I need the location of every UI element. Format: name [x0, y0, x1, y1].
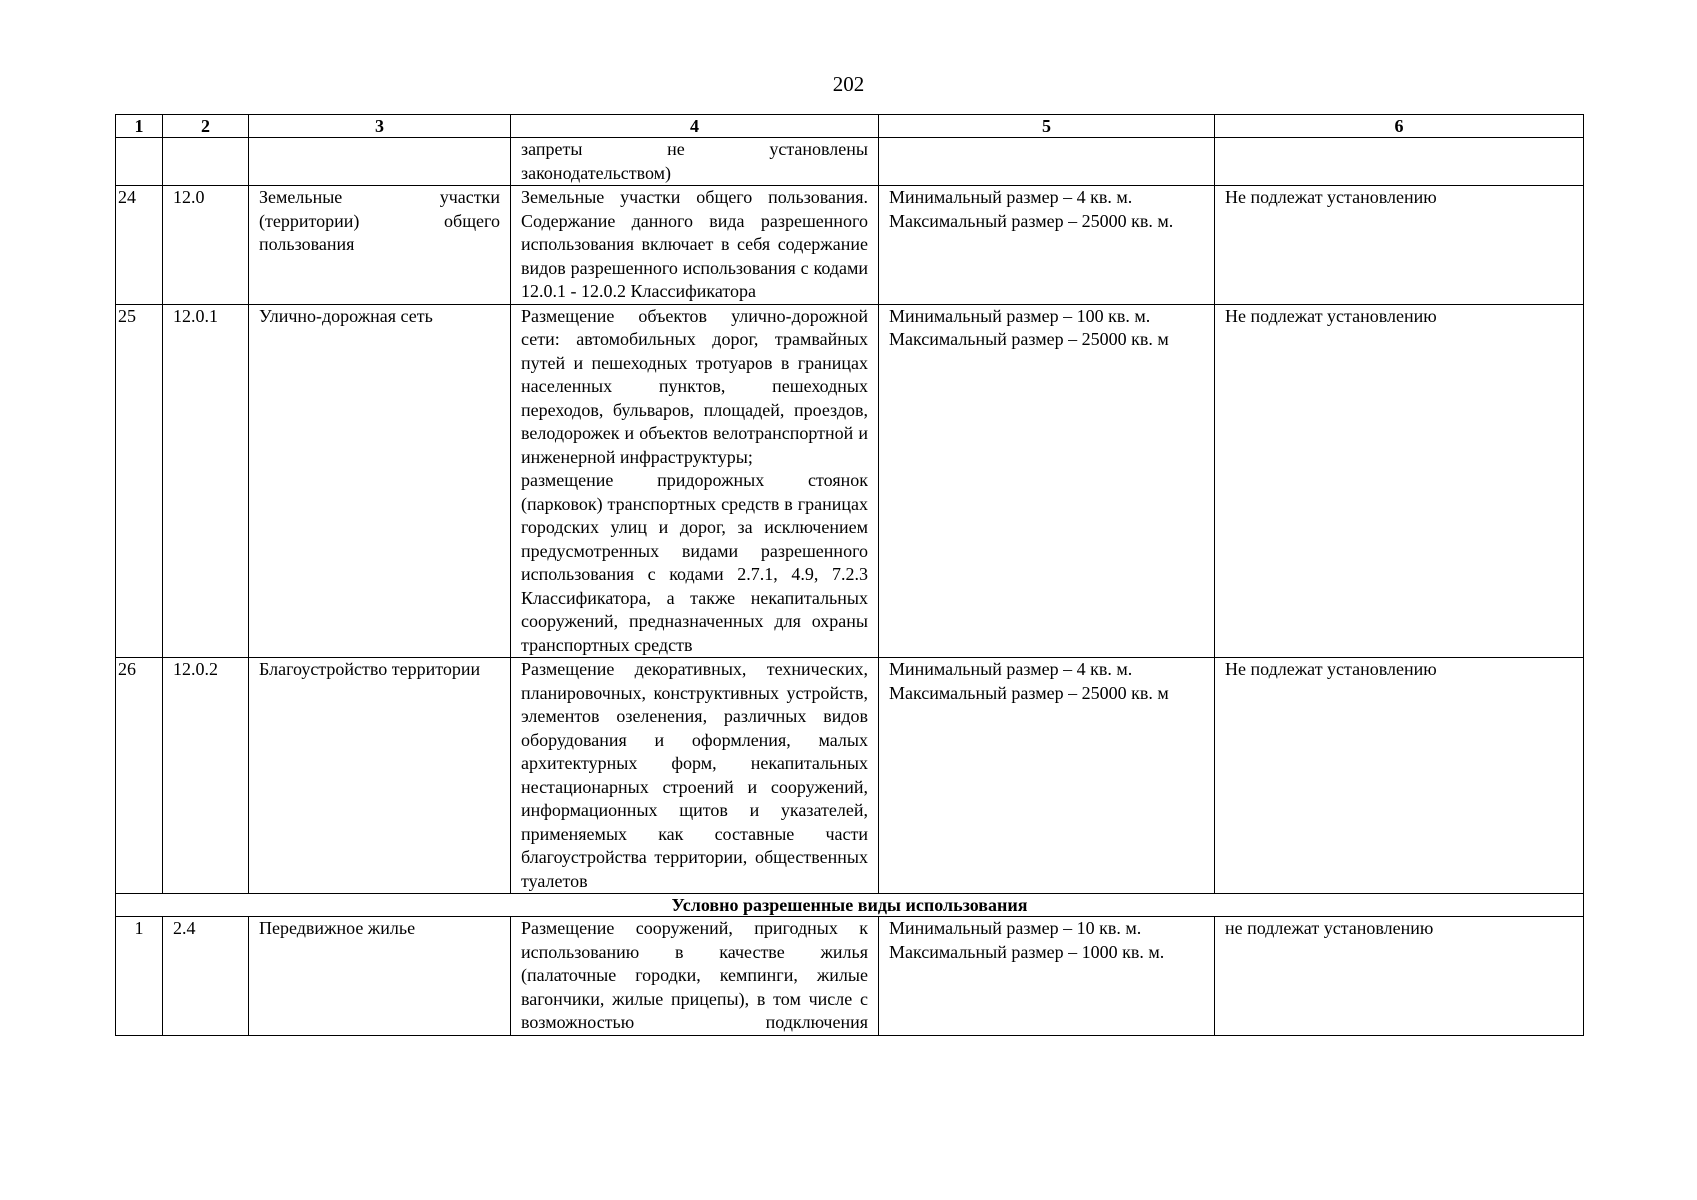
column-header: 5 [879, 115, 1215, 138]
min-size: Минимальный размер – 10 кв. м. [889, 918, 1142, 938]
table-row [116, 138, 1584, 186]
description-line: законодательством) [521, 162, 672, 183]
description-paragraph: Земельные участки общего пользования. Содержание данного вида разрешенного использования включает в себя содержание видов разрешенного использования с кодами 12.0.1 - 12.0.2 Классификатора [521, 187, 868, 301]
row-limits: Не подлежат установлению [1215, 186, 1584, 305]
description-paragraph: Размещение сооружений, пригодных к использованию в качестве жилья (палаточные городки, кемпинги, жилые вагончики, жилые прицепы), в том числе с возможностью подключения [521, 918, 868, 1032]
row-description [511, 658, 879, 894]
column-header: 2 [163, 115, 249, 138]
row-code: 12.0.1 [163, 304, 249, 658]
section-title: Условно разрешенные виды использования [116, 894, 1584, 917]
row-limits: Не подлежат установлению [1215, 658, 1584, 894]
row-sizes [879, 658, 1215, 894]
row-limits [1215, 138, 1584, 186]
row-sizes [879, 304, 1215, 658]
description-paragraph: Размещение декоративных, технических, планировочных, конструктивных устройств, элементов озеленения, различных видов оборудования и оформления, малых архитектурных форм, некапитальных нестационарных строений и сооружений, информационных щитов и указателей, применяемых как составные части благоустройства территории, общественных туалетов [521, 659, 868, 891]
column-header: 1 [116, 115, 163, 138]
description-paragraph: размещение придорожных стоянок (парковок) транспортных средств в границах городских улиц и дорог, за исключением предусмотренных видами разрешенного использования с кодами 2.7.1, 4.9, 7.2.3 Классификатора, а также некапитальных сооружений, предназначенных для охраны транспортных средств [521, 470, 868, 655]
row-number: 1 [116, 917, 163, 1036]
row-number: 25 [116, 304, 163, 658]
table-row [116, 186, 1584, 305]
row-name: Улично-дорожная сеть [249, 304, 511, 658]
row-code [163, 138, 249, 186]
row-description [511, 304, 879, 658]
max-size: Максимальный размер – 25000 кв. м [889, 682, 1169, 703]
row-description [511, 186, 879, 305]
land-use-table [115, 114, 1584, 1036]
row-number: 24 [116, 186, 163, 305]
column-header: 3 [249, 115, 511, 138]
header-row [116, 115, 1584, 138]
description-paragraph: Размещение объектов улично-дорожной сети: автомобильных дорог, трамвайных путей и пешеходных тротуаров в границах населенных пунктов, пешеходных переходов, бульваров, площадей, проездов, велодорожек и объектов велотранспортной и инженерной инфраструктуры; [521, 305, 868, 467]
row-limits: не подлежат установлению [1215, 917, 1584, 1036]
min-size: Минимальный размер – 100 кв. м. [889, 305, 1151, 326]
description-line: запреты не установлены [521, 139, 868, 159]
min-size: Минимальный размер – 4 кв. м. [889, 659, 1133, 679]
row-number [116, 138, 163, 186]
page-number: 202 [832, 72, 865, 96]
row-limits: Не подлежат установлению [1215, 304, 1584, 658]
column-header: 6 [1215, 115, 1584, 138]
table-row [116, 658, 1584, 894]
section-header-row [116, 894, 1584, 917]
max-size: Максимальный размер – 25000 кв. м. [889, 210, 1174, 231]
row-sizes [879, 917, 1215, 1036]
row-name: Земельные участки (территории) общего пользования [249, 186, 511, 305]
row-code: 12.0 [163, 186, 249, 305]
row-sizes [879, 138, 1215, 186]
row-code: 12.0.2 [163, 658, 249, 894]
table-row [116, 917, 1584, 1036]
min-size: Минимальный размер – 4 кв. м. [889, 187, 1133, 207]
row-description [511, 917, 879, 1036]
column-header: 4 [511, 115, 879, 138]
row-name: Благоустройство территории [249, 658, 511, 894]
row-description [511, 138, 879, 186]
max-size: Максимальный размер – 1000 кв. м. [889, 941, 1165, 962]
row-code: 2.4 [163, 917, 249, 1036]
row-number: 26 [116, 658, 163, 894]
row-name [249, 138, 511, 186]
row-name: Передвижное жилье [249, 917, 511, 1036]
table-row [116, 304, 1584, 658]
row-sizes [879, 186, 1215, 305]
max-size: Максимальный размер – 25000 кв. м [889, 329, 1169, 349]
